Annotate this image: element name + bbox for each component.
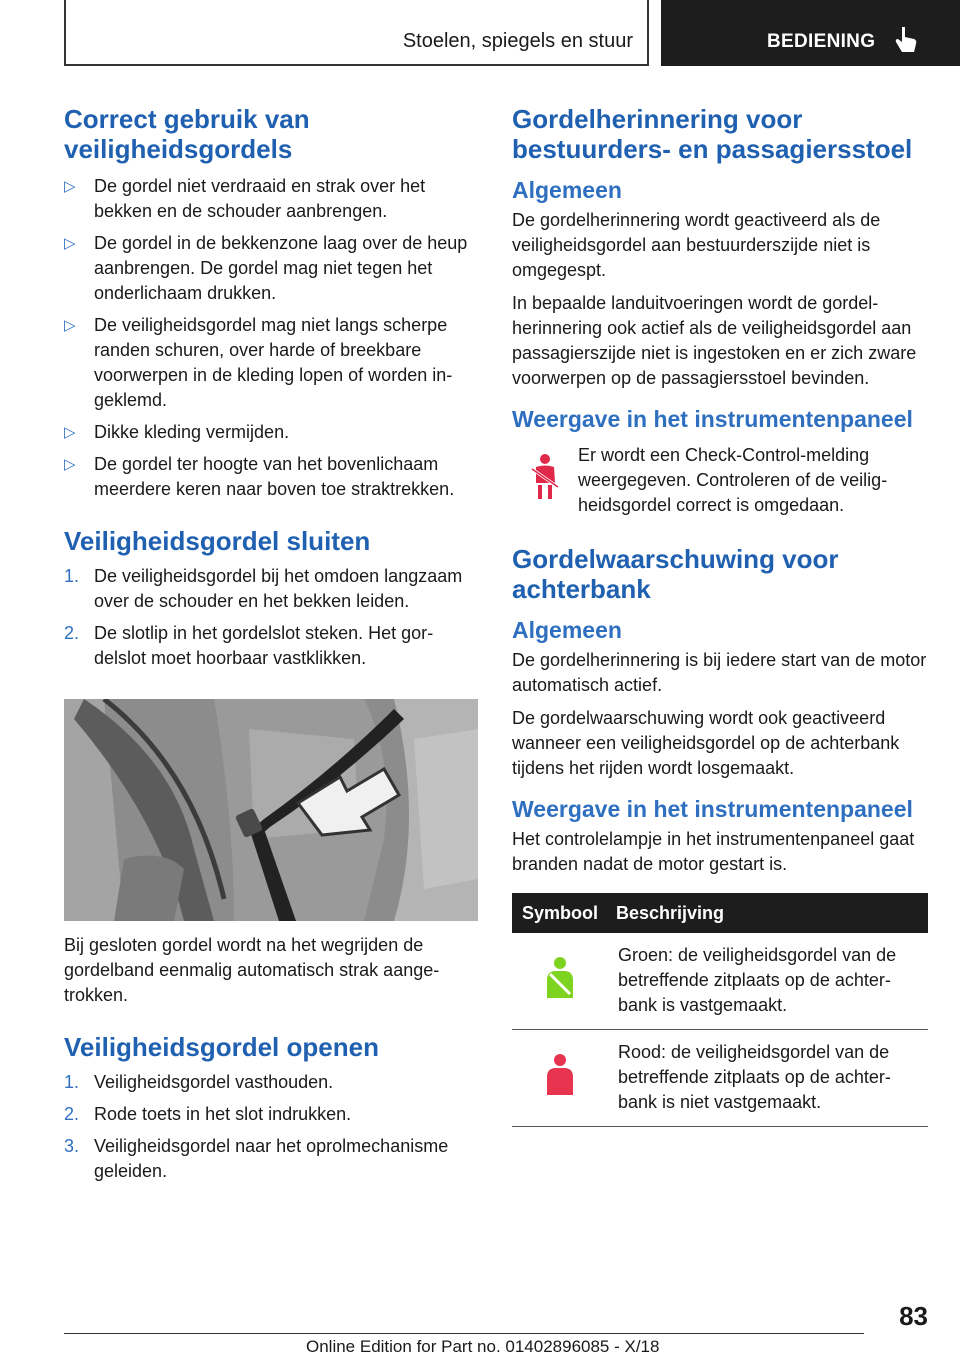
green-seatbelt-icon bbox=[542, 956, 578, 1000]
photo-caption: Bij gesloten gordel wordt na het wegrijden de gordelband eenmalig automatisch strak aangetrokken. bbox=[64, 935, 440, 1005]
triangle-bullet-icon: ▷ bbox=[64, 424, 76, 441]
hand-pointer-icon bbox=[893, 24, 921, 54]
paragraph: De gordelherinnering wordt geactiveerd als de veiligheidsgordel aan bestuurderszijde niet is omgegespt. bbox=[512, 210, 881, 280]
subheading-display: Weergave in het instrumentenpaneel bbox=[512, 406, 913, 432]
paragraph: De gordelherinnering is bij iedere start van de motor automatisch actief. bbox=[512, 650, 927, 695]
triangle-bullet-icon: ▷ bbox=[64, 456, 76, 473]
right-column bbox=[512, 100, 928, 1127]
list-item: 2. Rode toets in het slot indrukken. bbox=[64, 1102, 478, 1127]
list-item: ▷ De gordel ter hoogte van het bovenlichaam meerdere keren naar boven toe straktrekken. bbox=[64, 454, 455, 499]
open-belt-steps bbox=[64, 1070, 478, 1184]
paragraph: Het controlelampje in het instrumentenpaneel gaat branden nadat de motor gestart is. bbox=[512, 829, 915, 874]
list-item: ▷ De gordel niet verdraaid en strak over het bekken en de schouder aanbrengen. bbox=[64, 176, 426, 221]
column-header-description: Beschrijving bbox=[608, 893, 928, 933]
list-item: 1. De veiligheidsgordel bij het omdoen langzaam over de schouder en het bekken leiden. bbox=[64, 566, 463, 611]
table-header-row bbox=[512, 893, 928, 933]
heading-open-belt: Veiligheidsgordel openen bbox=[64, 1032, 379, 1062]
heading-fasten-belt: Veiligheidsgordel sluiten bbox=[64, 526, 371, 556]
table-row bbox=[512, 933, 928, 1030]
triangle-bullet-icon: ▷ bbox=[64, 317, 76, 334]
list-item: ▷ Dikke kleding vermijden. bbox=[64, 420, 478, 445]
step-number: 1. bbox=[64, 1072, 80, 1092]
subheading-display: Weergave in het instrumentenpaneel bbox=[512, 796, 913, 822]
table-row bbox=[512, 1030, 928, 1127]
triangle-bullet-icon: ▷ bbox=[64, 235, 76, 252]
list-item: 1. Veiligheidsgordel vasthouden. bbox=[64, 1070, 478, 1095]
page-number: 83 bbox=[899, 1301, 928, 1331]
heading-correct-use: Correct gebruik van veiligheidsgordels bbox=[64, 104, 310, 164]
list-item: 3. Veiligheidsgordel naar het oprolmechanisme geleiden. bbox=[64, 1136, 449, 1181]
step-number: 3. bbox=[64, 1136, 80, 1156]
symbol-cell bbox=[512, 933, 608, 1030]
left-column bbox=[64, 100, 478, 1184]
seatbelt-warning-icon bbox=[528, 453, 564, 501]
header-section-box bbox=[661, 0, 960, 66]
warning-info-row bbox=[512, 443, 928, 518]
footer-edition: Online Edition for Part no. 01402896085 - X/18 bbox=[306, 1337, 660, 1356]
column-header-symbol: Symbool bbox=[512, 893, 608, 933]
footer-divider bbox=[64, 1333, 864, 1334]
heading-reminder-front: Gordelherinnering voor bestuurders- en passagiersstoel bbox=[512, 104, 913, 164]
subheading-general: Algemeen bbox=[512, 617, 622, 643]
symbol-cell bbox=[512, 1030, 608, 1127]
step-number: 2. bbox=[64, 623, 80, 643]
list-item: 2. De slotlip in het gordelslot steken. Het gordelslot moet hoorbaar vastklikken. bbox=[64, 623, 434, 668]
correct-use-list bbox=[64, 174, 478, 502]
triangle-bullet-icon: ▷ bbox=[64, 178, 76, 195]
list-item: ▷ De veiligheidsgordel mag niet langs scherpe randen schuren, over harde of breekbare voorwerpen in de kleding lopen of worden ingeklemd. bbox=[64, 315, 453, 410]
list-item: ▷ De gordel in de bekkenzone laag over de heup aanbrengen. De gordel mag niet tegen het onderlichaam drukken. bbox=[64, 233, 468, 303]
symbol-table bbox=[512, 893, 928, 1127]
description-cell: Rood: de veiligheidsgordel van de betreffende zitplaats op de achterbank is niet vastgemaakt. bbox=[608, 1030, 928, 1127]
step-number: 1. bbox=[64, 566, 80, 586]
fasten-belt-steps bbox=[64, 564, 478, 671]
section-title: BEDIENING bbox=[767, 31, 876, 52]
step-number: 2. bbox=[64, 1104, 80, 1124]
description-cell: Groen: de veiligheidsgordel van de betreffende zitplaats op de achterbank is vastgemaakt. bbox=[608, 933, 928, 1030]
chapter-title: Stoelen, spiegels en stuur bbox=[402, 30, 633, 52]
red-seat-icon bbox=[542, 1053, 578, 1097]
info-text: Er wordt een Check-Control-melding weergegeven. Controleren of de veiligheidsgordel correct is omgedaan. bbox=[578, 445, 888, 515]
header-chapter-box bbox=[64, 0, 649, 66]
paragraph: In bepaalde landuitvoeringen wordt de gordelherinnering ook actief als de veiligheidsgordel aan passagierszijde niet is ingestoken en er zich zware voorwerpen op de passagiersstoel bevinden. bbox=[512, 293, 917, 388]
subheading-general: Algemeen bbox=[512, 177, 622, 203]
paragraph: De gordelwaarschuwing wordt ook geactiveerd wanneer een veiligheidsgordel op de achterbank tijdens het rijden wordt losgemaakt. bbox=[512, 708, 900, 778]
heading-rear-warning: Gordelwaarschuwing voor achterbank bbox=[512, 544, 839, 604]
seatbelt-photo bbox=[64, 699, 478, 921]
